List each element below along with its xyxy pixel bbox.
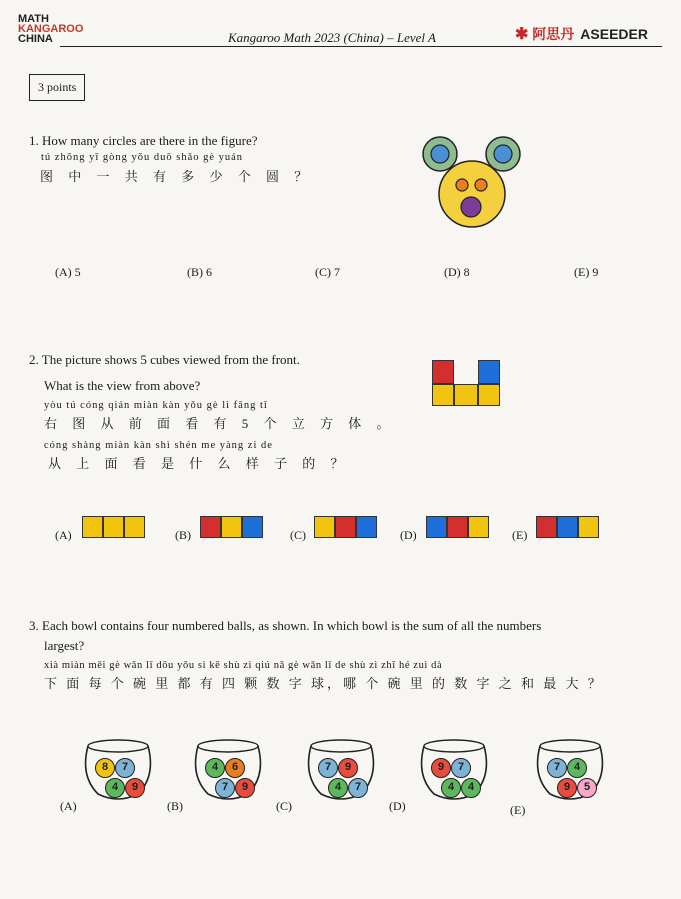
numbered-ball: 9 [338,758,358,778]
q1-circles-figure [420,132,530,237]
numbered-ball: 6 [225,758,245,778]
q3-option-d[interactable]: (D) [389,799,406,813]
header-divider [60,46,662,47]
q2-option-d[interactable]: (D) [400,528,417,542]
strip-square [314,516,335,538]
cube-blue-top [478,360,500,384]
q2-option-e[interactable]: (E) [512,528,528,542]
strip-square [578,516,599,538]
q2-option-a[interactable]: (A) [55,528,72,542]
strip-square [242,516,263,538]
numbered-ball: 7 [215,778,235,798]
q1-pinyin: tú zhōng yī gòng yǒu duō shǎo gè yuán [41,152,244,163]
q2-sub: What is the view from above? [44,378,201,393]
numbered-ball: 4 [461,778,481,798]
q2-option-strip-e [536,516,602,538]
logo-en: ASEEDER [580,26,648,42]
bowl-c [301,736,381,802]
q1-text: 1. How many circles are there in the figure? [29,133,258,148]
strip-square [124,516,145,538]
q1-hanzi: 图 中 一 共 有 多 少 个 圆 ？ [40,169,314,184]
strip-square [82,516,103,538]
q2-option-b[interactable]: (B) [175,528,191,542]
q3-option-c[interactable]: (C) [276,799,292,813]
q2-hanzi-1: 右 图 从 前 面 看 有 5 个 立 方 体 。 [44,416,396,431]
strip-square [335,516,356,538]
numbered-ball: 7 [318,758,338,778]
numbered-ball: 4 [441,778,461,798]
numbered-ball: 7 [547,758,567,778]
mouth-circle [461,197,481,217]
section-label: 3 points [29,74,85,101]
left-eye-circle [456,179,468,191]
numbered-ball: 7 [115,758,135,778]
q1-option-e[interactable]: (E) 9 [574,265,599,279]
q2-cubes-figure [432,360,504,408]
bowl-b [188,736,268,802]
q2-pinyin-1: yòu tú cóng qián miàn kàn yǒu gè lì fāng tǐ [44,400,268,411]
q1-option-a[interactable]: (A) 5 [55,265,81,279]
snowflake-icon: ✱ [515,26,529,43]
left-ear-inner-circle [431,145,449,163]
strip-square [447,516,468,538]
page-title: Kangaroo Math 2023 (China) – Level A [228,30,436,45]
right-ear-inner-circle [494,145,512,163]
logo-cn: 阿思丹 [532,26,575,42]
bowl-a [78,736,158,802]
q1-option-c[interactable]: (C) 7 [315,265,340,279]
q2-option-strip-a [82,516,148,538]
numbered-ball: 4 [328,778,348,798]
numbered-ball: 7 [348,778,368,798]
strip-square [468,516,489,538]
strip-square [221,516,242,538]
aseeder-logo [515,24,648,44]
numbered-ball: 4 [567,758,587,778]
cube-yellow-2 [454,384,478,406]
cube-yellow-1 [432,384,454,406]
numbered-ball: 5 [577,778,597,798]
numbered-ball: 9 [431,758,451,778]
logo-line-2: KANGAROO [18,23,84,35]
logo-line-3: CHINA [18,33,53,45]
numbered-ball: 7 [451,758,471,778]
q3-text: 3. Each bowl contains four numbered balls, as shown. In which bowl is the sum of all the numbers [29,618,542,633]
q2-hanzi-2: 从 上 面 看 是 什 么 样 子 的 ？ [48,456,350,471]
q1-option-b[interactable]: (B) 6 [187,265,212,279]
q3-hanzi: 下 面 每 个 碗 里 都 有 四 颗 数 字 球，哪 个 碗 里 的 数 字 之 和 最 大 ？ [44,676,604,691]
numbered-ball: 4 [205,758,225,778]
bowl-e [530,736,610,802]
q3-pinyin: xià miàn měi gè wǎn lǐ dōu yǒu sì kē shù zì qiú nǎ gè wǎn lǐ de shù zì zhī hé zuì dà [44,660,443,671]
q2-text: 2. The picture shows 5 cubes viewed from the front. [29,352,300,367]
math-kangaroo-logo [18,14,83,44]
logo-line-1: MATH [18,13,49,25]
q3-option-a[interactable]: (A) [60,799,77,813]
q3-option-e[interactable]: (E) [510,803,526,817]
q2-option-c[interactable]: (C) [290,528,306,542]
strip-square [557,516,578,538]
numbered-ball: 9 [235,778,255,798]
right-eye-circle [475,179,487,191]
strip-square [426,516,447,538]
cube-red-top [432,360,454,384]
q2-option-strip-d [426,516,492,538]
strip-square [200,516,221,538]
q2-option-strip-c [314,516,380,538]
numbered-ball: 9 [557,778,577,798]
cube-yellow-3 [478,384,500,406]
q2-option-strip-b [200,516,266,538]
numbered-ball: 4 [105,778,125,798]
q3-text-2: largest? [44,638,85,653]
numbered-ball: 9 [125,778,145,798]
q1-option-d[interactable]: (D) 8 [444,265,470,279]
q3-option-b[interactable]: (B) [167,799,183,813]
strip-square [103,516,124,538]
bowl-d [414,736,494,802]
q2-pinyin-2: cóng shàng miàn kàn shì shén me yàng zi de [44,440,273,451]
strip-square [536,516,557,538]
numbered-ball: 8 [95,758,115,778]
strip-square [356,516,377,538]
